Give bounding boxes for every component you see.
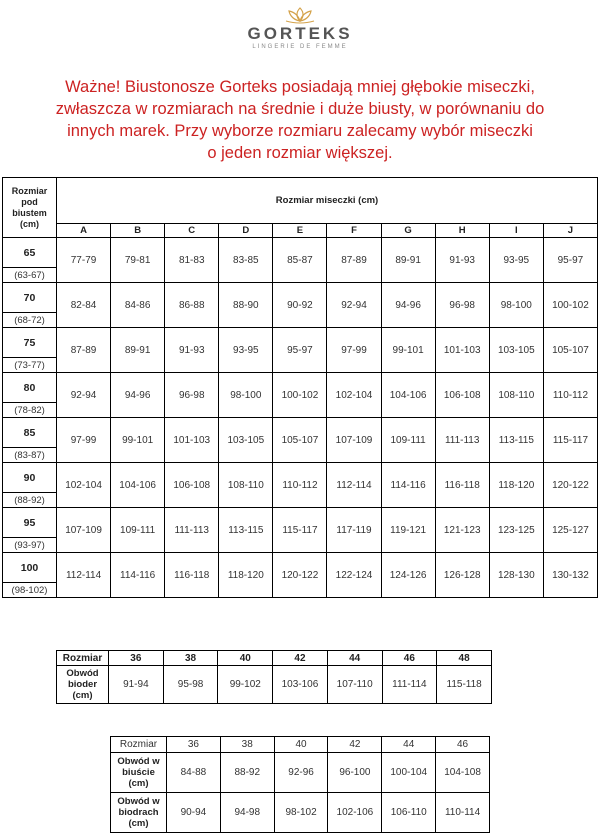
row-label-line: biuście — [122, 767, 155, 778]
hip-measurement: 99-102 — [218, 666, 273, 704]
cup-measurement: 93-95 — [219, 328, 273, 373]
row-label-line: (cm) — [128, 778, 149, 789]
hip-measurement: 103-106 — [273, 666, 328, 704]
table-row — [3, 463, 598, 493]
measurement-value: 88-92 — [220, 753, 274, 793]
corner-header-line: pod — [21, 196, 38, 207]
cup-measurement: 87-89 — [327, 238, 381, 283]
cup-letter-header: I — [489, 224, 543, 238]
row-label-line: Obwód w — [117, 756, 160, 767]
cup-measurement: 115-117 — [273, 508, 327, 553]
cup-measurement: 110-112 — [543, 373, 597, 418]
table-row — [111, 793, 490, 833]
measurement-value: 106-110 — [382, 793, 436, 833]
cup-measurement: 91-93 — [165, 328, 219, 373]
corner-header-line: (cm) — [19, 218, 39, 229]
underbust-range: (68-72) — [3, 313, 57, 328]
notice-line: Ważne! Biustonosze Gorteks posiadają mniej głębokie miseczki, — [65, 78, 535, 96]
cup-measurement: 122-124 — [327, 553, 381, 598]
size-header: 36 — [109, 651, 164, 666]
cup-measurement: 120-122 — [543, 463, 597, 508]
cup-measurement: 79-81 — [111, 238, 165, 283]
hip-measurement: 91-94 — [109, 666, 164, 704]
cup-measurement: 105-107 — [543, 328, 597, 373]
cup-measurement: 95-97 — [543, 238, 597, 283]
cup-measurement: 99-101 — [111, 418, 165, 463]
cup-measurement: 92-94 — [327, 283, 381, 328]
table-row — [3, 328, 598, 358]
measurement-label — [111, 793, 167, 833]
cup-measurement: 104-106 — [111, 463, 165, 508]
size-header: 42 — [273, 651, 328, 666]
underbust-range: (98-102) — [3, 583, 57, 598]
cup-letter-header: E — [273, 224, 327, 238]
underbust-size: 85 — [3, 418, 57, 448]
hip-measurement: 111-114 — [382, 666, 437, 704]
size-header: 40 — [218, 651, 273, 666]
cup-measurement: 95-97 — [273, 328, 327, 373]
cup-measurement: 115-117 — [543, 418, 597, 463]
cup-letter-header: J — [543, 224, 597, 238]
cup-measurement: 128-130 — [489, 553, 543, 598]
underbust-size: 100 — [3, 553, 57, 583]
measurement-value: 110-114 — [436, 793, 490, 833]
cup-measurement: 90-92 — [273, 283, 327, 328]
cup-measurement: 119-121 — [381, 508, 435, 553]
cup-measurement: 114-116 — [381, 463, 435, 508]
corner-header-line: Rozmiar — [11, 185, 48, 196]
cup-measurement: 121-123 — [435, 508, 489, 553]
cup-measurement: 98-100 — [489, 283, 543, 328]
cup-measurement: 111-113 — [165, 508, 219, 553]
brand-logo — [0, 6, 600, 50]
measurement-value: 84-88 — [167, 753, 221, 793]
size-header: 40 — [274, 737, 328, 753]
size-header: 38 — [220, 737, 274, 753]
cup-measurement: 83-85 — [219, 238, 273, 283]
row-label-line: Obwód w — [117, 796, 160, 807]
measurement-value: 92-96 — [274, 753, 328, 793]
cup-measurement: 99-101 — [381, 328, 435, 373]
measurement-value: 100-104 — [382, 753, 436, 793]
size-header: 44 — [382, 737, 436, 753]
measurement-value: 94-98 — [220, 793, 274, 833]
cup-measurement: 82-84 — [57, 283, 111, 328]
measurement-label — [111, 753, 167, 793]
cup-measurement: 89-91 — [111, 328, 165, 373]
corner-header — [3, 178, 57, 238]
cup-measurement: 106-108 — [165, 463, 219, 508]
cup-measurement: 125-127 — [543, 508, 597, 553]
underbust-range: (93-97) — [3, 538, 57, 553]
cup-measurement: 96-98 — [435, 283, 489, 328]
cup-measurement: 97-99 — [327, 328, 381, 373]
cup-measurement: 120-122 — [273, 553, 327, 598]
table-row — [3, 373, 598, 403]
cup-letter-header: C — [165, 224, 219, 238]
measurement-value: 102-106 — [328, 793, 382, 833]
underbust-size: 80 — [3, 373, 57, 403]
cup-measurement: 123-125 — [489, 508, 543, 553]
row-label-line: bioder — [67, 679, 98, 690]
underbust-size: 65 — [3, 238, 57, 268]
cup-measurement: 113-115 — [489, 418, 543, 463]
cup-measurement: 118-120 — [489, 463, 543, 508]
cup-measurement: 77-79 — [57, 238, 111, 283]
cup-letter-header: H — [435, 224, 489, 238]
cup-measurement: 88-90 — [219, 283, 273, 328]
cup-size-title: Rozmiar miseczki (cm) — [57, 178, 598, 224]
corner-header-line: biustem — [12, 207, 47, 218]
cup-measurement: 93-95 — [489, 238, 543, 283]
lotus-icon — [282, 6, 318, 24]
cup-measurement: 130-132 — [543, 553, 597, 598]
row-label-line: (cm) — [72, 690, 93, 701]
underbust-range: (63-67) — [3, 268, 57, 283]
measurement-value: 90-94 — [167, 793, 221, 833]
cup-measurement: 126-128 — [435, 553, 489, 598]
cup-measurement: 91-93 — [435, 238, 489, 283]
cup-measurement: 92-94 — [57, 373, 111, 418]
cup-measurement: 107-109 — [327, 418, 381, 463]
cup-measurement: 111-113 — [435, 418, 489, 463]
size-header: 48 — [437, 651, 492, 666]
size-header: 42 — [328, 737, 382, 753]
cup-measurement: 101-103 — [165, 418, 219, 463]
cup-measurement: 124-126 — [381, 553, 435, 598]
underbust-range: (88-92) — [3, 493, 57, 508]
cup-measurement: 116-118 — [165, 553, 219, 598]
notice-line: zwłaszcza w rozmiarach na średnie i duże biusty, w porównaniu do — [55, 100, 545, 118]
bust-hip-size-table — [110, 736, 490, 833]
underbust-range: (78-82) — [3, 403, 57, 418]
underbust-size: 90 — [3, 463, 57, 493]
cup-letter-header: F — [327, 224, 381, 238]
cup-measurement: 108-110 — [219, 463, 273, 508]
cup-measurement: 103-105 — [489, 328, 543, 373]
cup-measurement: 84-86 — [111, 283, 165, 328]
cup-measurement: 113-115 — [219, 508, 273, 553]
cup-measurement: 100-102 — [543, 283, 597, 328]
cup-measurement: 116-118 — [435, 463, 489, 508]
cup-measurement: 117-119 — [327, 508, 381, 553]
table-row — [3, 553, 598, 583]
hip-measurement: 115-118 — [437, 666, 492, 704]
cup-measurement: 104-106 — [381, 373, 435, 418]
cup-measurement: 109-111 — [111, 508, 165, 553]
cup-letter-header: B — [111, 224, 165, 238]
cup-measurement: 112-114 — [57, 553, 111, 598]
table-row — [3, 418, 598, 448]
cup-measurement: 97-99 — [57, 418, 111, 463]
cup-measurement: 101-103 — [435, 328, 489, 373]
table-row — [3, 508, 598, 538]
brand-tagline: LINGERIE DE FEMME — [252, 44, 348, 50]
cup-letter-header: A — [57, 224, 111, 238]
cup-measurement: 114-116 — [111, 553, 165, 598]
cup-measurement: 94-96 — [111, 373, 165, 418]
hip-measurement: 107-110 — [327, 666, 382, 704]
row-label-line: biodrach — [118, 807, 159, 818]
brand-name: GORTEKS — [247, 24, 353, 43]
cup-measurement: 105-107 — [273, 418, 327, 463]
cup-measurement: 102-104 — [57, 463, 111, 508]
cup-measurement: 112-114 — [327, 463, 381, 508]
notice-line: o jeden rozmiar większej. — [207, 144, 393, 162]
hip-measurement: 95-98 — [163, 666, 218, 704]
cup-measurement: 107-109 — [57, 508, 111, 553]
important-notice — [20, 76, 580, 164]
cup-measurement: 109-111 — [381, 418, 435, 463]
cup-measurement: 118-120 — [219, 553, 273, 598]
row-label-line: (cm) — [128, 818, 149, 829]
cup-measurement: 96-98 — [165, 373, 219, 418]
size-header: 38 — [163, 651, 218, 666]
measurement-value: 98-102 — [274, 793, 328, 833]
cup-measurement: 85-87 — [273, 238, 327, 283]
cup-measurement: 86-88 — [165, 283, 219, 328]
measurement-value: 104-108 — [436, 753, 490, 793]
size-header: 46 — [382, 651, 437, 666]
cup-measurement: 102-104 — [327, 373, 381, 418]
cup-measurement: 106-108 — [435, 373, 489, 418]
table-row — [3, 283, 598, 313]
cup-letter-header: G — [381, 224, 435, 238]
cup-measurement: 81-83 — [165, 238, 219, 283]
cup-measurement: 89-91 — [381, 238, 435, 283]
underbust-size: 75 — [3, 328, 57, 358]
cup-measurement: 108-110 — [489, 373, 543, 418]
size-header-label: Rozmiar — [57, 651, 109, 666]
underbust-size: 70 — [3, 283, 57, 313]
cup-measurement: 100-102 — [273, 373, 327, 418]
underbust-range: (83-87) — [3, 448, 57, 463]
size-header: 44 — [327, 651, 382, 666]
size-header: 46 — [436, 737, 490, 753]
size-header-label: Rozmiar — [111, 737, 167, 753]
row-label-line: Obwód — [66, 668, 99, 679]
cup-measurement: 103-105 — [219, 418, 273, 463]
hip-size-table — [56, 650, 492, 704]
underbust-size: 95 — [3, 508, 57, 538]
size-header: 36 — [167, 737, 221, 753]
measurement-value: 96-100 — [328, 753, 382, 793]
table-row — [111, 753, 490, 793]
underbust-range: (73-77) — [3, 358, 57, 373]
cup-measurement: 98-100 — [219, 373, 273, 418]
cup-measurement: 110-112 — [273, 463, 327, 508]
hip-circumference-label — [57, 666, 109, 704]
table-row — [3, 238, 598, 268]
cup-measurement: 94-96 — [381, 283, 435, 328]
notice-line: innych marek. Przy wyborze rozmiaru zalecamy wybór miseczki — [67, 122, 533, 140]
cup-letter-header: D — [219, 224, 273, 238]
cup-measurement: 87-89 — [57, 328, 111, 373]
bra-size-table — [2, 177, 598, 598]
